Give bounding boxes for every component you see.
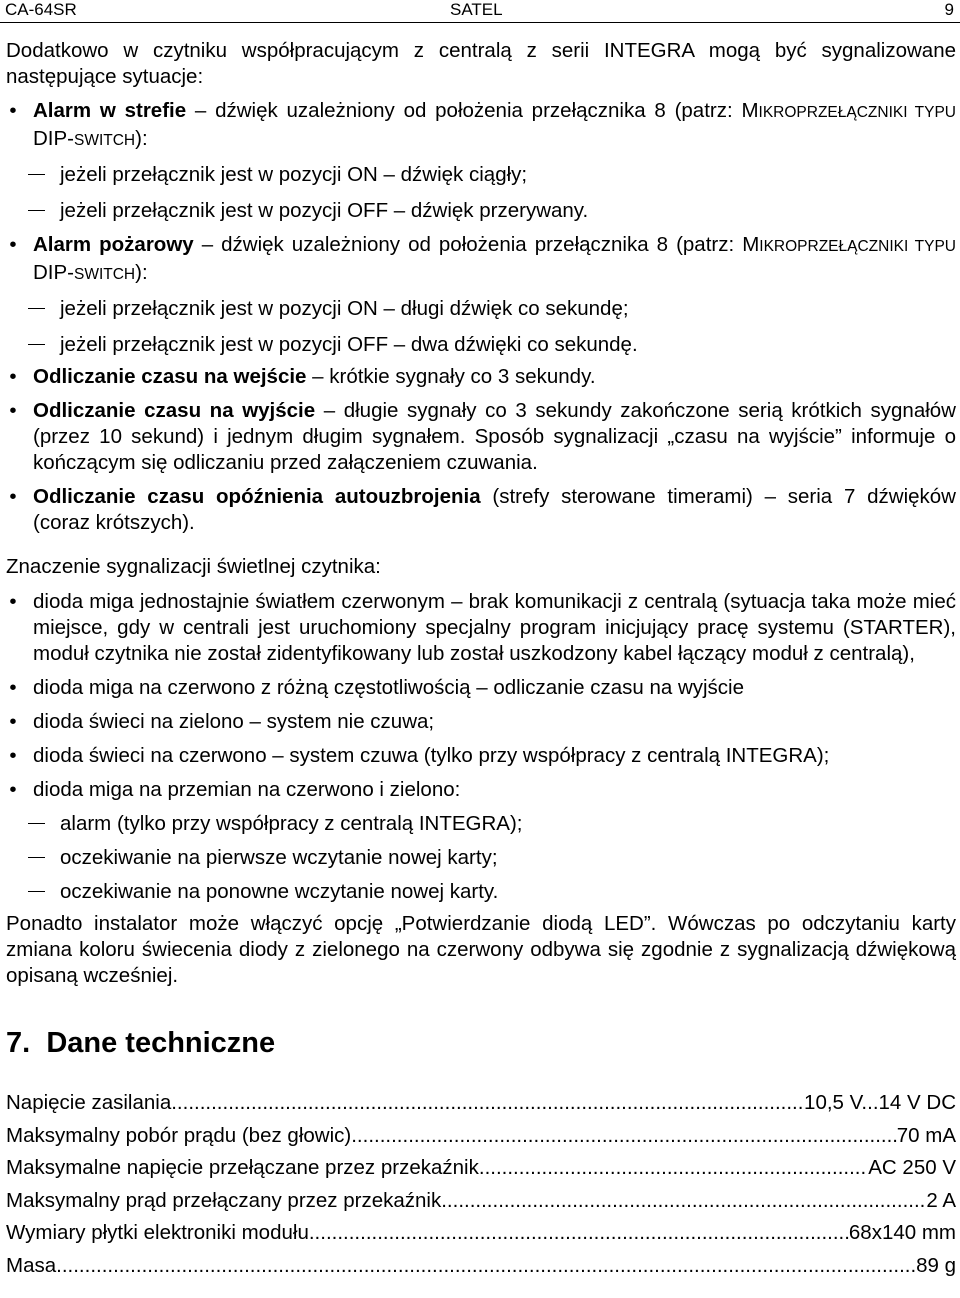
sub-item: jeżeli przełącznik jest w pozycji ON – dźwięk ciągły;: [6, 162, 956, 188]
light-item: • dioda miga jednostajnie światłem czerwonym – brak komunikacji z centralą (sytuacja taka może mieć miejsce, gdy w centrali jest uruchomiony specjalny program inicjujący pracę systemu (STARTER), moduł czytnika nie został zidentyfikowany lub został uszkodzony kabel łączący moduł z centralą),: [6, 589, 956, 667]
light-item: • dioda świeci na zielono – system nie czuwa;: [6, 709, 956, 735]
spec-value: 68x140 mm: [848, 1221, 956, 1244]
spec-list: [6, 1087, 956, 1282]
bullet-alarm-pozarowy: • Alarm pożarowy – dźwięk uzależniony od położenia przełącznika 8 (patrz: MIKROPRZEŁĄCZNIKI TYPU DIP-SWITCH):: [6, 232, 956, 288]
sub-item: alarm (tylko przy współpracy z centralą INTEGRA);: [6, 811, 956, 837]
bullet-icon: •: [9, 485, 17, 508]
spec-value: 89 g: [916, 1253, 956, 1277]
term: Alarm w strefie: [33, 99, 187, 122]
header-brand: SATEL: [450, 0, 503, 19]
spec-row: [6, 1120, 956, 1153]
outro-paragraph: Ponadto instalator może włączyć opcję „Potwierdzanie diodą LED”. Wówczas po odczytaniu karty zmiana koloru świecenia diody z zielonego na czerwony odbywa się zgodnie z sygnalizacją dźwiękową opisaną wcześniej.: [6, 912, 956, 987]
spec-row: [6, 1185, 956, 1218]
dash-icon: [28, 344, 45, 345]
spec-row: [6, 1152, 956, 1185]
page-header: [0, 0, 960, 23]
bullet-icon: •: [9, 365, 17, 388]
bullet-auto-arm-delay: • Odliczanie czasu opóźnienia autouzbrojenia (strefy sterowane timerami) – seria 7 dźwięków (coraz krótszych).: [6, 484, 956, 536]
leader-dots: [479, 1152, 868, 1185]
bullet-icon: •: [9, 590, 17, 613]
dash-icon: [28, 308, 45, 309]
sub-item: oczekiwanie na pierwsze wczytanie nowej karty;: [6, 845, 956, 871]
leader-dots: [441, 1185, 926, 1218]
spec-label: Masa: [6, 1253, 57, 1277]
spec-row: [6, 1217, 956, 1250]
bullet-icon: •: [9, 233, 17, 256]
light-item: • dioda świeci na czerwono – system czuwa (tylko przy współpracy z centralą INTEGRA);: [6, 743, 956, 769]
bullet-icon: •: [9, 744, 17, 767]
spec-label: Maksymalne napięcie przełączane przez przekaźnik: [6, 1156, 479, 1179]
bullet-icon: •: [9, 778, 17, 801]
spec-label: Maksymalny prąd przełączany przez przekaźnik: [6, 1188, 442, 1212]
sub-item: jeżeli przełącznik jest w pozycji ON – długi dźwięk co sekundę;: [6, 296, 956, 322]
intro-paragraph: Dodatkowo w czytniku współpracującym z centralą z serii INTEGRA mogą być sygnalizowane następujące sytuacje:: [6, 39, 956, 88]
bullet-alarm-strefa: • Alarm w strefie – dźwięk uzależniony od położenia przełącznika 8 (patrz: MIKROPRZEŁĄCZNIKI TYPU DIP-SWITCH):: [6, 98, 956, 154]
term: Alarm pożarowy: [33, 233, 194, 256]
sub-item: jeżeli przełącznik jest w pozycji OFF – dwa dźwięki co sekundę.: [6, 332, 956, 358]
bullet-icon: •: [9, 676, 17, 699]
sub-item: jeżeli przełącznik jest w pozycji OFF – dźwięk przerywany.: [6, 198, 956, 224]
leader-dots: [309, 1217, 849, 1250]
header-page-number: 9: [944, 0, 954, 19]
light-item: • dioda miga na przemian na czerwono i zielono:: [6, 777, 956, 803]
spec-row: [6, 1087, 956, 1120]
page-content: [6, 38, 956, 1282]
spec-label: Maksymalny pobór prądu (bez głowic): [6, 1123, 352, 1147]
bullet-icon: •: [9, 399, 17, 422]
header-model: CA-64SR: [5, 0, 77, 19]
spec-row: [6, 1250, 956, 1283]
section-title: Dane techniczne: [46, 1027, 276, 1059]
dash-icon: [28, 823, 45, 824]
spec-value: 2 A: [926, 1188, 956, 1212]
bullet-icon: •: [9, 99, 17, 122]
leader-dots: [171, 1087, 804, 1120]
spec-label: Wymiary płytki elektroniki modułu: [6, 1221, 309, 1244]
light-intro: Znaczenie sygnalizacji świetlnej czytnika:: [6, 555, 381, 578]
bullet-entry-delay: • Odliczanie czasu na wejście – krótkie sygnały co 3 sekundy.: [6, 364, 956, 390]
leader-dots: [56, 1250, 916, 1283]
spec-value: AC 250 V: [868, 1156, 956, 1179]
light-item: • dioda miga na czerwono z różną częstotliwością – odliczanie czasu na wyjście: [6, 675, 956, 701]
sub-item: oczekiwanie na ponowne wczytanie nowej karty.: [6, 879, 956, 905]
dash-icon: [28, 857, 45, 858]
spec-label: Napięcie zasilania: [6, 1091, 172, 1114]
dash-icon: [28, 210, 45, 211]
spec-value: 10,5 V...14 V DC: [804, 1091, 956, 1114]
bullet-icon: •: [9, 710, 17, 733]
section-number: 7.: [6, 1027, 31, 1059]
section-heading: [6, 1025, 956, 1061]
dash-icon: [28, 891, 45, 892]
bullet-exit-delay: • Odliczanie czasu na wyjście – długie sygnały co 3 sekundy zakończone serią krótkich sygnałów (przez 10 sekund) i jednym długim sygnałem. Sposób sygnalizacji „czasu na wyjście” informuje o kończącym się odliczaniu przed załączeniem czuwania.: [6, 398, 956, 476]
spec-value: 70 mA: [896, 1123, 956, 1147]
leader-dots: [351, 1120, 897, 1153]
dash-icon: [28, 174, 45, 175]
